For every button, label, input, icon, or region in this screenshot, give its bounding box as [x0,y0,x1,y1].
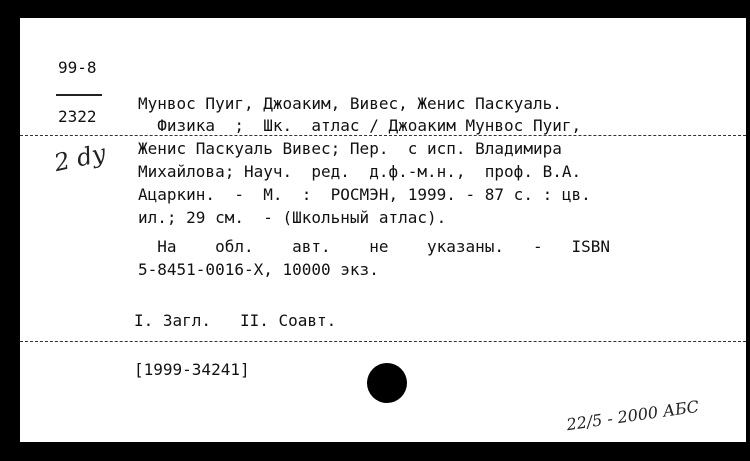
entry-line: 5-8451-0016-Х, 10000 экз. [138,260,379,279]
entry-line: Женис Паскуаль Вивес; Пер. с исп. Владимира [138,139,562,158]
handwritten-note: 22/5 - 2000 АБС [565,396,701,435]
registration-number: [1999-34241] [134,360,250,379]
entry-heading: Мунвос Пуиг, Джоаким, Вивес, Женис Паскуаль. [138,94,562,113]
entry-line: ил.; 29 см. - (Школьный атлас). [138,208,447,227]
section-divider [20,341,746,342]
call-number-divider [56,94,102,96]
entry-line: Физика ; Шк. атлас / Джоаким Мунвос Пуиг, [138,116,582,135]
entry-line: Михайлова; Науч. ред. д.ф.-м.н., проф. В.А. [138,162,582,181]
class-code: 99-8 [58,58,97,77]
entry-line: На обл. авт. не указаны. - ISBN [138,237,611,256]
punch-hole [367,363,407,403]
entry-line: Ацаркин. - М. : РОСМЭН, 1999. - 87 с. : цв. [138,185,591,204]
catalog-card [20,18,746,442]
call-number: 2322 [58,107,97,126]
tracings: I. Загл. II. Соавт. [134,311,337,330]
handwritten-mark: 2 dy [51,138,109,178]
